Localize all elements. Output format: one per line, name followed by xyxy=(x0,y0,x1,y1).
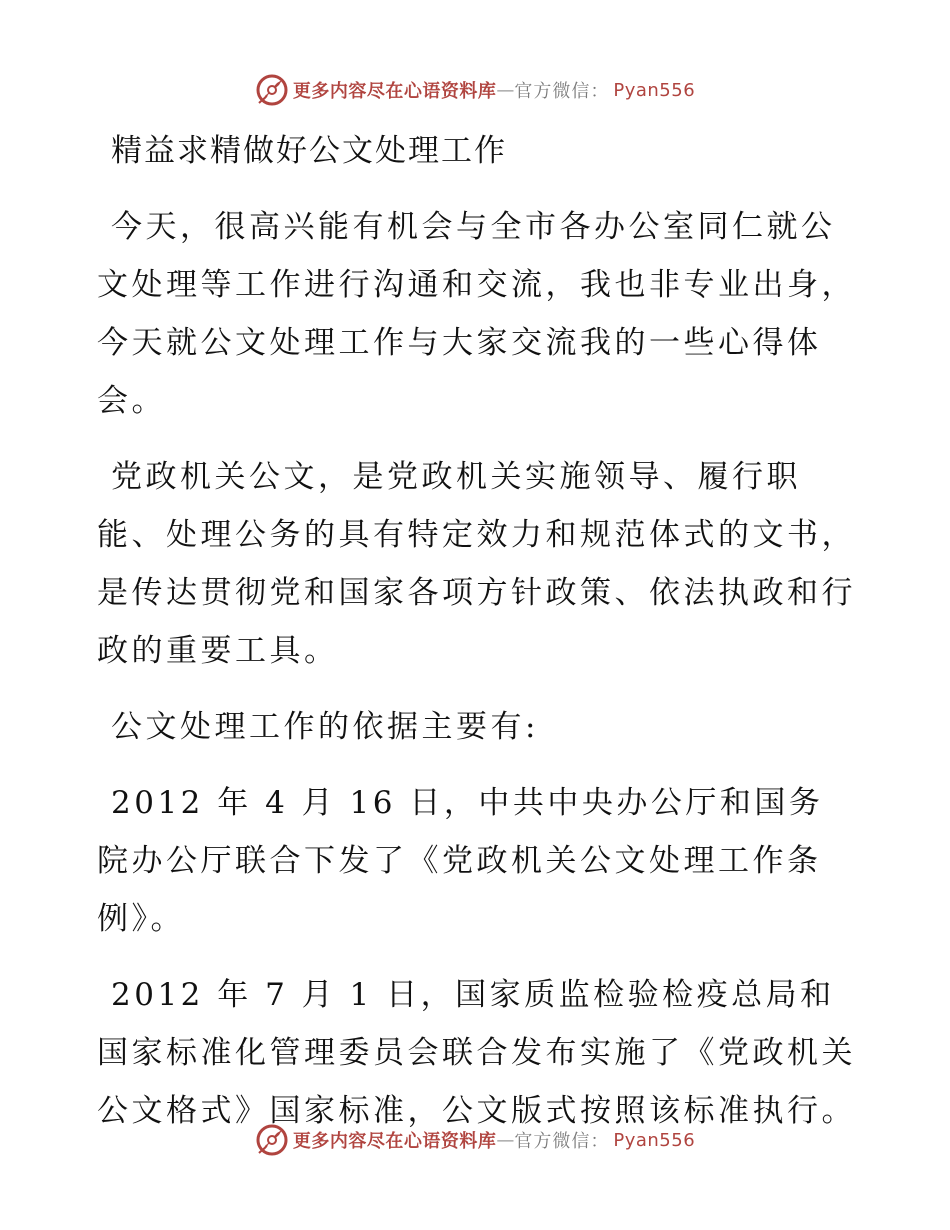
brand-text: 更多内容尽在心语资料库 xyxy=(292,1131,497,1152)
wechat-id: Pyan556 xyxy=(613,1129,696,1151)
footer-watermark-banner xyxy=(0,1120,950,1160)
header-watermark-banner xyxy=(0,70,950,110)
wechat-label: 官方微信： xyxy=(514,1131,610,1152)
wechat-id: Pyan556 xyxy=(613,79,696,101)
document-body xyxy=(97,122,857,1158)
quill-pen-logo-icon xyxy=(255,1123,289,1157)
quill-pen-logo-icon xyxy=(255,73,289,107)
banner-separator: — xyxy=(496,1129,515,1151)
wechat-label: 官方微信： xyxy=(514,81,610,102)
paragraph-standard-2012-07: 2012 年 7 月 1 日，国家质监检验检疫总局和国家标准化管理委员会联合发布实施了《党政机关公文格式》国家标准，公文版式按照该标准执行。 xyxy=(97,977,856,1129)
brand-text: 更多内容尽在心语资料库 xyxy=(292,81,497,102)
paragraph-intro: 今天，很高兴能有机会与全市各办公室同仁就公文处理等工作进行沟通和交流，我也非专业出身，今天就公文处理工作与大家交流我的一些心得体会。 xyxy=(97,209,856,419)
paragraph-basis-heading: 公文处理工作的依据主要有: xyxy=(111,709,539,745)
paragraph-definition: 党政机关公文，是党政机关实施领导、履行职能、处理公务的具有特定效力和规范体式的文书，是传达贯彻党和国家各项方针政策、依法执政和行政的重要工具。 xyxy=(97,459,856,669)
banner-separator: — xyxy=(496,79,515,101)
document-title: 精益求精做好公文处理工作 xyxy=(111,133,507,169)
paragraph-regulation-2012-04: 2012 年 4 月 16 日，中共中央办公厅和国务院办公厅联合下发了《党政机关公文处理工作条例》。 xyxy=(97,785,824,937)
